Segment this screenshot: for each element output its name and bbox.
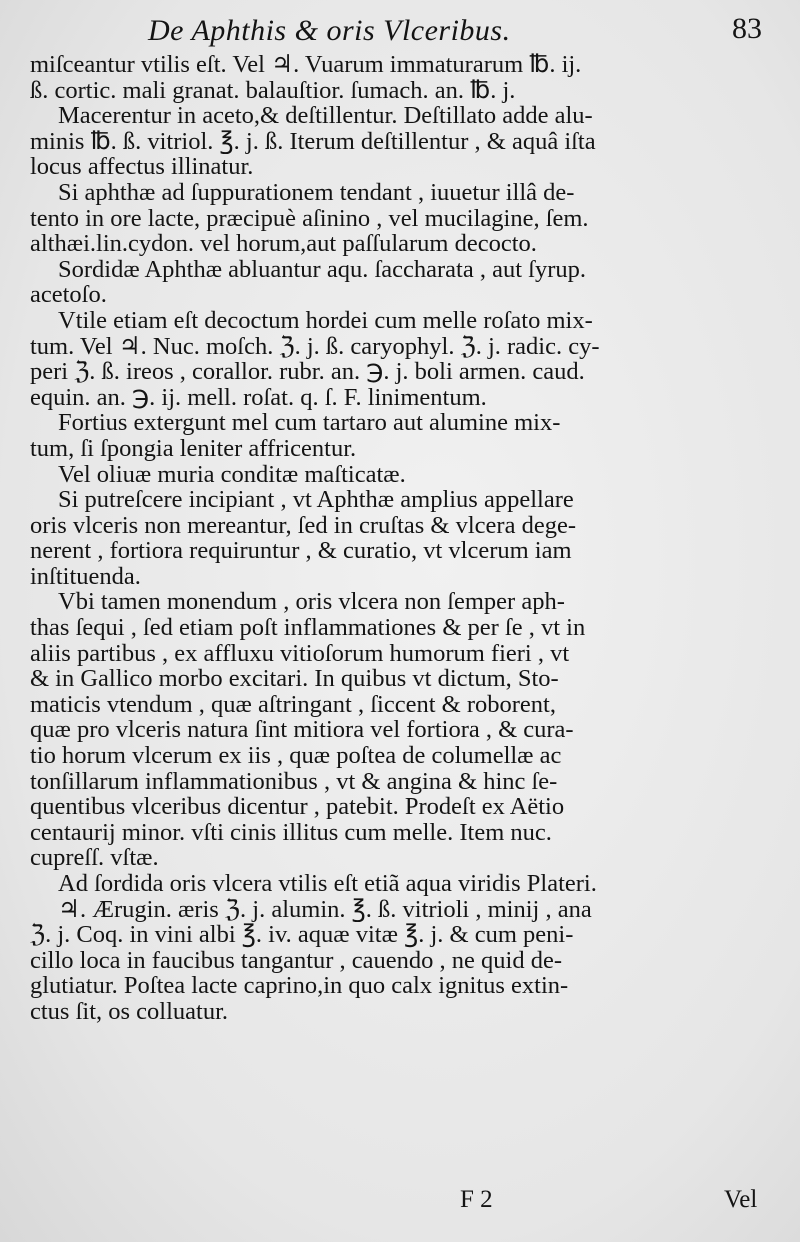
text-line: oris vlceris non mereantur, ſed in cruſtas & vlcera dege-	[30, 512, 576, 539]
text-line: tio horum vlcerum ex iis , quæ poſtea de columellæ ac	[30, 743, 562, 769]
text-line: tonſillarum inflammationibus , vt & angina & hinc ſe-	[30, 768, 558, 795]
text-line: tento in ore lacte, præcipuè aſinino , vel mucilagine, ſem.	[30, 205, 589, 232]
text-line: Vtile etiam eſt decoctum hordei cum melle roſato mix-	[58, 307, 593, 334]
text-line: ß. cortic. mali granat. balauſtior. ſumach. an. ℔. j.	[30, 77, 516, 104]
text-line: equin. an. ℈. ij. mell. roſat. q. ſ. F. linimentum.	[30, 384, 487, 411]
text-line: ♃. Ærugin. æris ℨ. j. alumin. ℥. ß. vitrioli , minij , ana	[58, 896, 592, 923]
text-line: inſtituenda.	[30, 563, 141, 590]
text-line: Fortius extergunt mel cum tartaro aut alumine mix-	[58, 410, 561, 436]
text-line: glutiatur. Poſtea lacte caprino,in quo calx ignitus extin-	[30, 973, 569, 999]
text-line: thas ſequi , ſed etiam poſt inflammationes & per ſe , vt in	[30, 615, 586, 641]
text-line: ctus ſit, os colluatur.	[30, 998, 229, 1025]
text-line: Ad ſordida oris vlcera vtilis eſt etiã aqua viridis Plateri.	[58, 871, 597, 897]
text-line: ℨ. j. Coq. in vini albi ℥. iv. aquæ vitæ ℥. j. & cum peni-	[30, 922, 574, 948]
page-header	[0, 10, 800, 50]
text-line: tum, ſi ſpongia leniter affricentur.	[30, 435, 357, 462]
text-line: maticis vtendum , quæ aſtringant , ſiccent & roborent,	[30, 691, 556, 718]
text-line: peri ℨ. ß. ireos , corallor. rubr. an. ℈. j. boli armen. caud.	[30, 359, 585, 385]
text-line: miſceantur vtilis eſt. Vel ♃. Vuarum immaturarum ℔. ij.	[30, 52, 582, 78]
text-line: Si aphthæ ad ſuppurationem tendant , iuuetur illâ de-	[58, 179, 575, 206]
text-line: cillo loca in faucibus tangantur , cauendo , ne quid de-	[30, 947, 563, 974]
text-line: acetoſo.	[30, 282, 107, 308]
text-line: locus affectus illinatur.	[30, 154, 254, 180]
text-line: minis ℔. ß. vitriol. ℥. j. ß. Iterum deſtillentur , & aquâ iſta	[30, 128, 596, 155]
text-line: quentibus vlceribus dicentur , patebit. Prodeſt ex Aëtio	[30, 794, 565, 820]
text-line: aliis partibus , ex affluxu vitioſorum humorum fieri , vt	[30, 640, 570, 667]
text-line: quæ pro vlceris natura ſint mitiora vel fortiora , & cura-	[30, 717, 574, 744]
text-line: nerent , fortiora requiruntur , & curatio, vt vlcerum iam	[30, 538, 572, 564]
signature-mark: F 2	[460, 1186, 493, 1213]
text-line: Vbi tamen monendum , oris vlcera non ſemper aph-	[58, 589, 565, 616]
page-footer	[0, 1180, 800, 1220]
running-title: De Aphthis & oris Vlceribus.	[148, 14, 511, 47]
text-line: Macerentur in aceto,& deſtillentur. Deſtillato adde alu-	[58, 103, 593, 129]
text-line: tum. Vel ♃. Nuc. moſch. ℨ. j. ß. caryophyl. ℨ. j. radic. cy-	[30, 333, 600, 360]
text-line: Vel oliuæ muria conditæ maſticatæ.	[58, 461, 406, 488]
text-line: althæi.lin.cydon. vel horum,aut paſſularum decocto.	[30, 231, 537, 257]
catchword: Vel	[724, 1186, 758, 1213]
page-number: 83	[732, 12, 762, 45]
text-line: Sordidæ Aphthæ abluantur aqu. ſaccharata , aut ſyrup.	[58, 256, 586, 283]
text-line: Si putreſcere incipiant , vt Aphthæ amplius appellare	[58, 487, 574, 513]
text-line: & in Gallico morbo excitari. In quibus vt dictum, Sto-	[30, 666, 559, 692]
text-line: cupreſſ. vſtæ.	[30, 845, 159, 871]
text-line: centaurij minor. vſti cinis illitus cum melle. Item nuc.	[30, 819, 552, 846]
body-text	[30, 52, 772, 1025]
